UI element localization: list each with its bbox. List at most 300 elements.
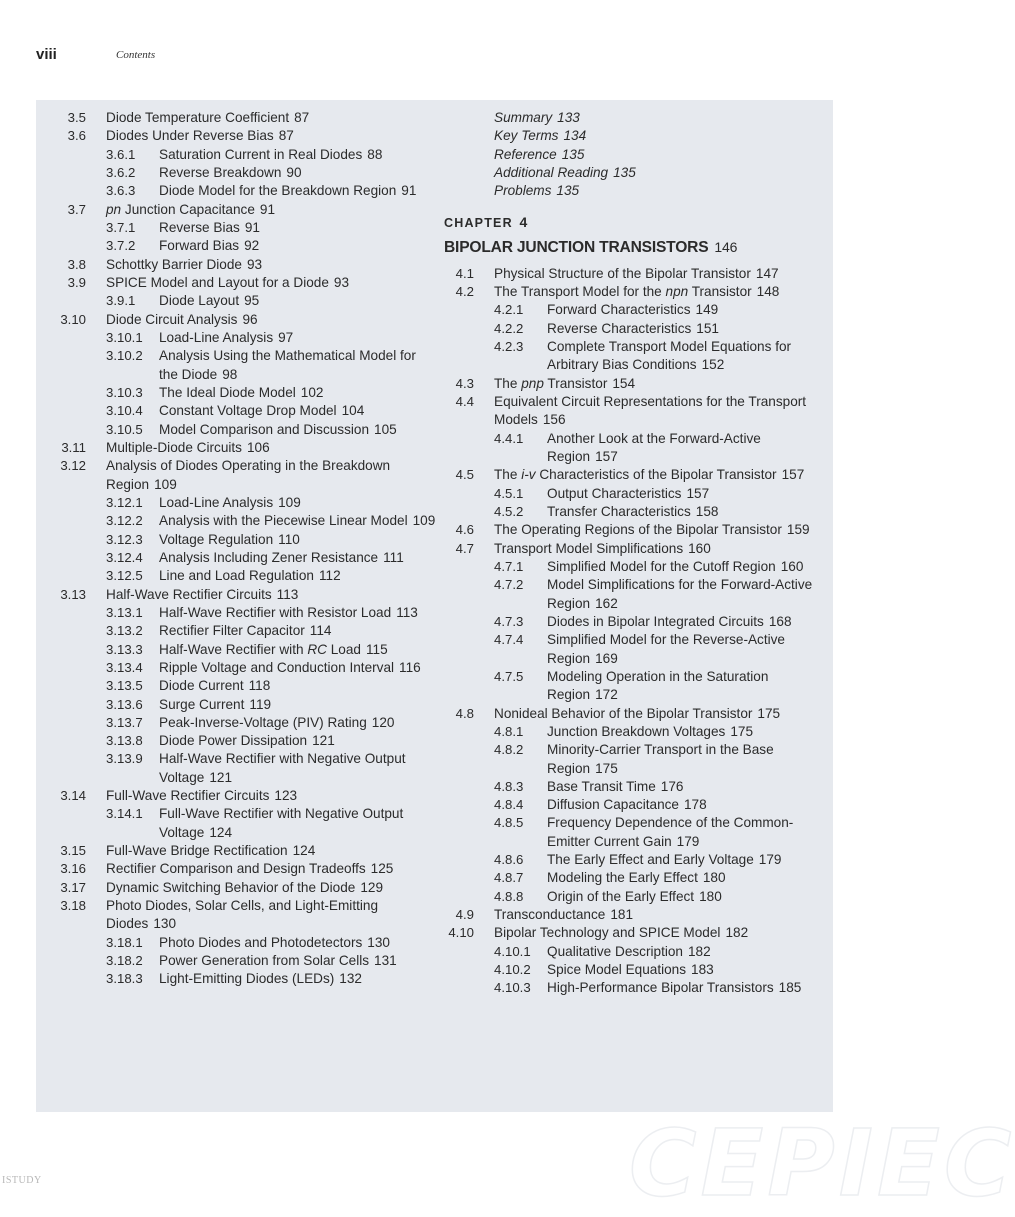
title-part: The — [494, 375, 522, 391]
title-part: Diodes in Bipolar Integrated Circuits — [547, 613, 764, 629]
toc-subsection[interactable] — [36, 750, 436, 787]
toc-section[interactable] — [444, 466, 833, 484]
title-part: Voltage Regulation — [159, 531, 274, 547]
page-ref: 149 — [695, 302, 719, 318]
section-number: 4.2.1 — [494, 302, 524, 318]
toc-subsection[interactable] — [36, 146, 436, 164]
title-part: Saturation Current in Real Diodes — [159, 146, 363, 162]
toc-subsection[interactable] — [36, 805, 436, 842]
page-ref: 91 — [259, 201, 276, 217]
section-title — [494, 705, 833, 723]
page-ref: 182 — [688, 943, 711, 959]
title-part: Another Look at the Forward-Active Region — [547, 430, 761, 464]
section-title — [159, 164, 436, 182]
title-part: Power Generation from Solar Cells — [159, 953, 370, 969]
toc-subsection[interactable] — [36, 384, 436, 402]
section-title — [494, 906, 833, 924]
page-ref: 134 — [563, 128, 587, 144]
section-title — [547, 778, 833, 796]
title-part: Full-Wave Rectifier Circuits — [106, 788, 270, 804]
toc-subsection[interactable] — [36, 549, 436, 567]
footer-mark: ISTUDY — [2, 1175, 42, 1186]
toc-subsection[interactable] — [36, 237, 436, 255]
title-part: Forward Bias — [159, 238, 240, 254]
toc-subsection[interactable] — [444, 943, 833, 961]
section-number: 3.10.2 — [106, 348, 143, 364]
toc-subsection[interactable] — [36, 732, 436, 750]
toc-section[interactable] — [444, 283, 833, 301]
section-title — [159, 292, 436, 310]
toc-section[interactable] — [36, 109, 436, 127]
section-title — [159, 494, 436, 512]
title-part: Peak-Inverse-Voltage (PIV) Rating — [159, 714, 367, 730]
section-number: 4.8.3 — [494, 778, 524, 794]
section-number: 4.3 — [455, 375, 474, 391]
toc-subsection[interactable] — [36, 531, 436, 549]
toc-subsection[interactable] — [444, 576, 833, 613]
page-ref: 113 — [396, 604, 418, 620]
page-ref: 116 — [399, 659, 421, 675]
page-ref: 130 — [367, 934, 390, 950]
title-part: Reverse Breakdown — [159, 164, 282, 180]
toc-section[interactable] — [36, 842, 436, 860]
title-italic-part: pnp — [521, 375, 544, 391]
page-ref: 182 — [725, 925, 749, 941]
title-part: Photo Diodes, Solar Cells, and Light-Emitting Diodes — [106, 898, 379, 932]
section-title — [106, 860, 436, 878]
toc-subsection[interactable] — [444, 668, 833, 705]
watermark-logo — [621, 1110, 1015, 1217]
title-part: Schottky Barrier Diode — [106, 256, 242, 272]
page-ref: 130 — [153, 916, 177, 932]
title-part: Full-Wave Rectifier with Negative Output Voltage — [159, 806, 404, 840]
section-number: 4.10.2 — [494, 962, 531, 978]
toc-section[interactable] — [36, 274, 436, 292]
section-number: 4.8.8 — [494, 888, 524, 904]
page-ref: 179 — [758, 852, 782, 868]
section-number: 3.13.1 — [106, 604, 143, 620]
page-ref: 112 — [318, 568, 341, 584]
toc-subsection[interactable] — [444, 778, 833, 796]
section-title — [547, 558, 833, 576]
title-part: Multiple-Diode Circuits — [106, 439, 242, 455]
section-number: 3.6.1 — [106, 146, 136, 162]
title-part: Output Characteristics — [547, 485, 682, 501]
toc-section[interactable] — [444, 521, 833, 539]
section-number: 4.8.7 — [494, 870, 524, 886]
section-number: 3.13.7 — [106, 714, 143, 730]
title-part: Diffusion Capacitance — [547, 797, 679, 813]
toc-subsection[interactable] — [444, 301, 833, 319]
section-number: 3.13.8 — [106, 733, 143, 749]
toc-subsection[interactable] — [444, 613, 833, 631]
toc-subsection[interactable] — [36, 292, 436, 310]
section-number: 3.18.2 — [106, 953, 143, 969]
page-ref: 176 — [660, 778, 684, 794]
page-ref: 158 — [695, 503, 719, 519]
toc-section[interactable] — [36, 586, 436, 604]
toc-section[interactable] — [36, 311, 436, 329]
section-number: 3.10.5 — [106, 421, 143, 437]
toc-subsection[interactable] — [444, 485, 833, 503]
title-part: Reverse Bias — [159, 219, 240, 235]
section-title — [159, 732, 436, 750]
page-ref: 156 — [542, 412, 566, 428]
section-number: 3.6.2 — [106, 164, 136, 180]
section-number: 3.15 — [60, 843, 86, 859]
toc-subsection[interactable] — [444, 888, 833, 906]
title-part: Spice Model Equations — [547, 962, 687, 978]
page-ref: 102 — [300, 384, 324, 400]
section-title — [494, 393, 833, 430]
section-title — [547, 668, 833, 705]
section-number: 4.4 — [455, 393, 474, 409]
section-number: 4.7 — [455, 540, 474, 556]
toc-section[interactable] — [36, 201, 436, 219]
title-part: Model Comparison and Discussion — [159, 421, 370, 437]
section-number: 4.7.1 — [494, 558, 524, 574]
section-number: 3.13 — [60, 586, 86, 602]
section-title — [547, 796, 833, 814]
title-part: Transport Model Simplifications — [494, 540, 684, 556]
toc-subsection[interactable] — [36, 512, 436, 530]
title-part: Base Transit Time — [547, 778, 656, 794]
title-part: Load-Line Analysis — [159, 329, 274, 345]
title-part: Half-Wave Rectifier Circuits — [106, 586, 272, 602]
toc-section[interactable] — [36, 457, 436, 494]
title-part: Diode Current — [159, 678, 244, 694]
chapter-label — [444, 213, 833, 232]
title-italic-part: RC — [307, 641, 327, 657]
toc-subsection[interactable] — [36, 696, 436, 714]
section-title — [159, 677, 436, 695]
toc-subsection[interactable] — [36, 402, 436, 420]
title-part: Diode Model for the Breakdown Region — [159, 183, 397, 199]
toc-subsection[interactable] — [444, 961, 833, 979]
toc-subsection[interactable] — [36, 677, 436, 695]
section-title — [159, 512, 436, 530]
section-title — [547, 961, 833, 979]
title-part: Junction Capacitance — [121, 201, 255, 217]
section-number: 3.12 — [60, 458, 86, 474]
section-title — [159, 402, 436, 420]
toc-section[interactable] — [444, 540, 833, 558]
section-number: 3.11 — [61, 439, 86, 455]
section-title — [547, 301, 833, 319]
toc-subsection[interactable] — [36, 567, 436, 585]
title-part: Rectifier Filter Capacitor — [159, 623, 305, 639]
toc-left-column — [36, 109, 436, 989]
title-part: SPICE Model and Layout for a Diode — [106, 274, 329, 290]
toc-subsection[interactable] — [36, 659, 436, 677]
page-ref: 109 — [154, 476, 177, 492]
section-title — [106, 457, 436, 494]
page-ref: 92 — [244, 238, 260, 254]
title-part: Reverse Characteristics — [547, 320, 692, 336]
toc-subsection[interactable] — [444, 796, 833, 814]
title-part: Analysis Including Zener Resistance — [159, 549, 379, 565]
toc-section[interactable] — [444, 906, 833, 924]
toc-subsection[interactable] — [36, 494, 436, 512]
section-number: 4.5.1 — [494, 485, 524, 501]
page-ref: 135 — [561, 146, 585, 162]
end-matter-item[interactable] — [494, 164, 833, 182]
page-number: viii — [36, 46, 57, 63]
section-number: 3.14 — [60, 788, 86, 804]
section-number: 3.7.1 — [106, 219, 136, 235]
chapter-title[interactable] — [444, 236, 833, 259]
title-part: Simplified Model for the Reverse-Active Region — [547, 632, 785, 666]
section-title — [159, 622, 436, 640]
title-part: Half-Wave Rectifier with — [159, 641, 308, 657]
watermark-text: CEPIEC — [629, 1110, 1015, 1217]
page-ref: 109 — [278, 494, 301, 510]
end-matter-item[interactable] — [494, 109, 833, 127]
section-number: 3.8 — [67, 256, 86, 272]
page-ref: 178 — [684, 797, 707, 813]
title-part: Minority-Carrier Transport in the Base Region — [547, 742, 774, 776]
toc-subsection[interactable] — [36, 219, 436, 237]
section-number: 3.13.2 — [106, 623, 143, 639]
section-number: 3.9 — [67, 274, 86, 290]
page-ref: 121 — [209, 769, 233, 785]
toc-subsection[interactable] — [36, 604, 436, 622]
section-number: 3.7.2 — [106, 238, 136, 254]
section-title — [547, 338, 833, 375]
chapter-4-entries — [444, 265, 833, 998]
page-ref: 152 — [701, 357, 725, 373]
chapter-title-text: BIPOLAR JUNCTION TRANSISTORS — [444, 238, 709, 256]
end-matter-label: Key Terms — [494, 128, 559, 144]
page-ref: 180 — [702, 870, 726, 886]
title-part: Simplified Model for the Cutoff Region — [547, 558, 776, 574]
toc-subsection[interactable] — [444, 631, 833, 668]
page-ref: 159 — [786, 522, 810, 538]
title-part: Qualitative Description — [547, 943, 683, 959]
toc-section[interactable] — [36, 897, 436, 934]
section-title — [547, 943, 833, 961]
title-part: The Early Effect and Early Voltage — [547, 852, 754, 868]
section-number: 3.16 — [60, 861, 86, 877]
toc-section[interactable] — [36, 879, 436, 897]
section-number: 4.9 — [455, 907, 474, 923]
section-title — [547, 851, 833, 869]
title-part: Nonideal Behavior of the Bipolar Transistor — [494, 705, 753, 721]
toc-subsection[interactable] — [444, 503, 833, 521]
page-ref: 175 — [757, 705, 781, 721]
title-part: Dynamic Switching Behavior of the Diode — [106, 879, 356, 895]
end-matter-label: Additional Reading — [494, 164, 609, 180]
section-number: 3.10.1 — [106, 329, 143, 345]
title-part: Rectifier Comparison and Design Tradeoffs — [106, 861, 366, 877]
chapter-number: 4 — [519, 213, 528, 230]
end-matter-label: Problems — [494, 183, 552, 199]
section-title — [494, 924, 833, 942]
section-number: 3.10.3 — [106, 384, 143, 400]
section-title — [547, 631, 833, 668]
toc-section[interactable] — [36, 127, 436, 145]
toc-section[interactable] — [36, 439, 436, 457]
section-title — [547, 320, 833, 338]
section-title — [106, 256, 436, 274]
toc-subsection[interactable] — [36, 970, 436, 988]
page-ref: 135 — [613, 164, 636, 180]
title-part: Photo Diodes and Photodetectors — [159, 934, 363, 950]
section-title — [106, 586, 436, 604]
toc-subsection[interactable] — [444, 723, 833, 741]
page-ref: 160 — [688, 540, 711, 556]
title-part: High-Performance Bipolar Transistors — [547, 980, 774, 996]
section-title — [494, 265, 833, 283]
title-part: Half-Wave Rectifier with Resistor Load — [159, 604, 392, 620]
page-ref: 95 — [244, 293, 260, 309]
title-part: Modeling the Early Effect — [547, 870, 698, 886]
page-ref: 183 — [691, 962, 714, 978]
page-ref: 123 — [274, 788, 298, 804]
toc-subsection[interactable] — [36, 347, 436, 384]
toc-section[interactable] — [444, 265, 833, 283]
toc-subsection[interactable] — [36, 421, 436, 439]
toc-subsection[interactable] — [36, 952, 436, 970]
page-ref: 115 — [365, 641, 388, 657]
section-title — [547, 503, 833, 521]
title-part: The Ideal Diode Model — [159, 384, 296, 400]
section-number: 4.7.5 — [494, 668, 524, 684]
toc-subsection[interactable] — [444, 558, 833, 576]
title-part: Characteristics of the Bipolar Transistor — [535, 467, 777, 483]
section-title — [547, 979, 833, 997]
page-ref: 154 — [612, 375, 636, 391]
section-title — [106, 842, 436, 860]
section-number: 4.10 — [448, 925, 474, 941]
section-title — [547, 888, 833, 906]
toc-subsection[interactable] — [444, 320, 833, 338]
toc-subsection[interactable] — [36, 934, 436, 952]
section-number: 4.8.4 — [494, 797, 524, 813]
end-matter-item[interactable] — [494, 146, 833, 164]
title-part: The Transport Model for the — [494, 283, 666, 299]
page-ref: 157 — [595, 448, 618, 464]
page-ref: 91 — [244, 219, 260, 235]
section-number: 4.10.3 — [494, 980, 531, 996]
title-italic-part: npn — [665, 283, 689, 299]
toc-subsection[interactable] — [36, 329, 436, 347]
title-part: Load-Line Analysis — [159, 494, 274, 510]
page-ref: 119 — [249, 696, 272, 712]
section-title — [159, 567, 436, 585]
section-number: 4.4.1 — [494, 430, 524, 446]
chapter-end-matter — [444, 109, 833, 201]
section-number: 3.10.4 — [106, 403, 143, 419]
section-number: 4.5 — [455, 467, 474, 483]
page-ref: 135 — [556, 183, 580, 199]
page-ref: 133 — [557, 110, 580, 125]
section-number: 3.12.2 — [106, 513, 143, 529]
title-part: The Operating Regions of the Bipolar Transistor — [494, 522, 782, 538]
section-title — [159, 531, 436, 549]
section-title — [159, 805, 436, 842]
title-italic-part: pn — [106, 201, 122, 217]
section-title — [159, 329, 436, 347]
title-part: Transistor — [688, 283, 752, 299]
section-title — [547, 741, 833, 778]
section-title — [547, 869, 833, 887]
section-number: 3.18 — [60, 898, 86, 914]
section-number: 4.7.3 — [494, 613, 524, 629]
section-title — [159, 696, 436, 714]
toc-subsection[interactable] — [36, 182, 436, 200]
section-number: 4.8.2 — [494, 742, 524, 758]
section-title — [106, 201, 436, 219]
title-part: Complete Transport Model Equations for Arbitrary Bias Conditions — [547, 338, 792, 373]
toc-subsection[interactable] — [36, 164, 436, 182]
page-ref: 172 — [595, 687, 618, 703]
end-matter-label: Reference — [494, 146, 557, 162]
page-ref: 93 — [247, 256, 263, 272]
section-number: 3.12.4 — [106, 549, 143, 565]
section-title — [159, 714, 436, 732]
page-ref: 87 — [294, 110, 310, 125]
section-title — [159, 641, 436, 659]
title-part: Diode Power Dissipation — [159, 733, 308, 749]
page-ref: 162 — [595, 595, 618, 611]
page-ref: 157 — [686, 485, 710, 501]
page-ref: 113 — [276, 586, 299, 602]
toc-subsection[interactable] — [444, 430, 833, 467]
toc-subsection[interactable] — [444, 741, 833, 778]
toc-subsection[interactable] — [444, 869, 833, 887]
section-title — [494, 466, 833, 484]
toc-subsection[interactable] — [444, 338, 833, 375]
page-ref: 180 — [699, 888, 722, 904]
section-title — [494, 283, 833, 301]
end-matter-item[interactable] — [494, 127, 833, 145]
toc-subsection[interactable] — [444, 851, 833, 869]
title-part: Bipolar Technology and SPICE Model — [494, 925, 721, 941]
title-part: Full-Wave Bridge Rectification — [106, 843, 288, 859]
section-number: 4.8.5 — [494, 815, 524, 831]
page-ref: 109 — [412, 513, 436, 529]
title-part: Analysis Using the Mathematical Model for the Diode — [159, 348, 416, 382]
title-part: Line and Load Regulation — [159, 568, 314, 584]
section-title — [159, 970, 436, 988]
toc-section[interactable] — [444, 375, 833, 393]
section-number: 3.12.3 — [106, 531, 143, 547]
section-number: 3.7 — [67, 201, 86, 217]
toc-section[interactable] — [444, 705, 833, 723]
section-title — [494, 375, 833, 393]
toc-section[interactable] — [444, 393, 833, 430]
toc-section[interactable] — [444, 924, 833, 942]
section-title — [106, 274, 436, 292]
toc-subsection[interactable] — [36, 641, 436, 659]
page-ref: 129 — [360, 879, 384, 895]
section-title — [106, 439, 436, 457]
end-matter-item[interactable] — [494, 182, 833, 200]
contents-panel — [36, 100, 833, 1112]
toc-subsection[interactable] — [444, 979, 833, 997]
toc-section[interactable] — [36, 787, 436, 805]
toc-subsection[interactable] — [36, 714, 436, 732]
section-title — [159, 934, 436, 952]
toc-subsection[interactable] — [444, 814, 833, 851]
title-part: Constant Voltage Drop Model — [159, 403, 337, 419]
toc-section[interactable] — [36, 860, 436, 878]
page-ref: 147 — [755, 265, 779, 281]
toc-subsection[interactable] — [36, 622, 436, 640]
page-ref: 87 — [278, 128, 294, 144]
toc-section[interactable] — [36, 256, 436, 274]
